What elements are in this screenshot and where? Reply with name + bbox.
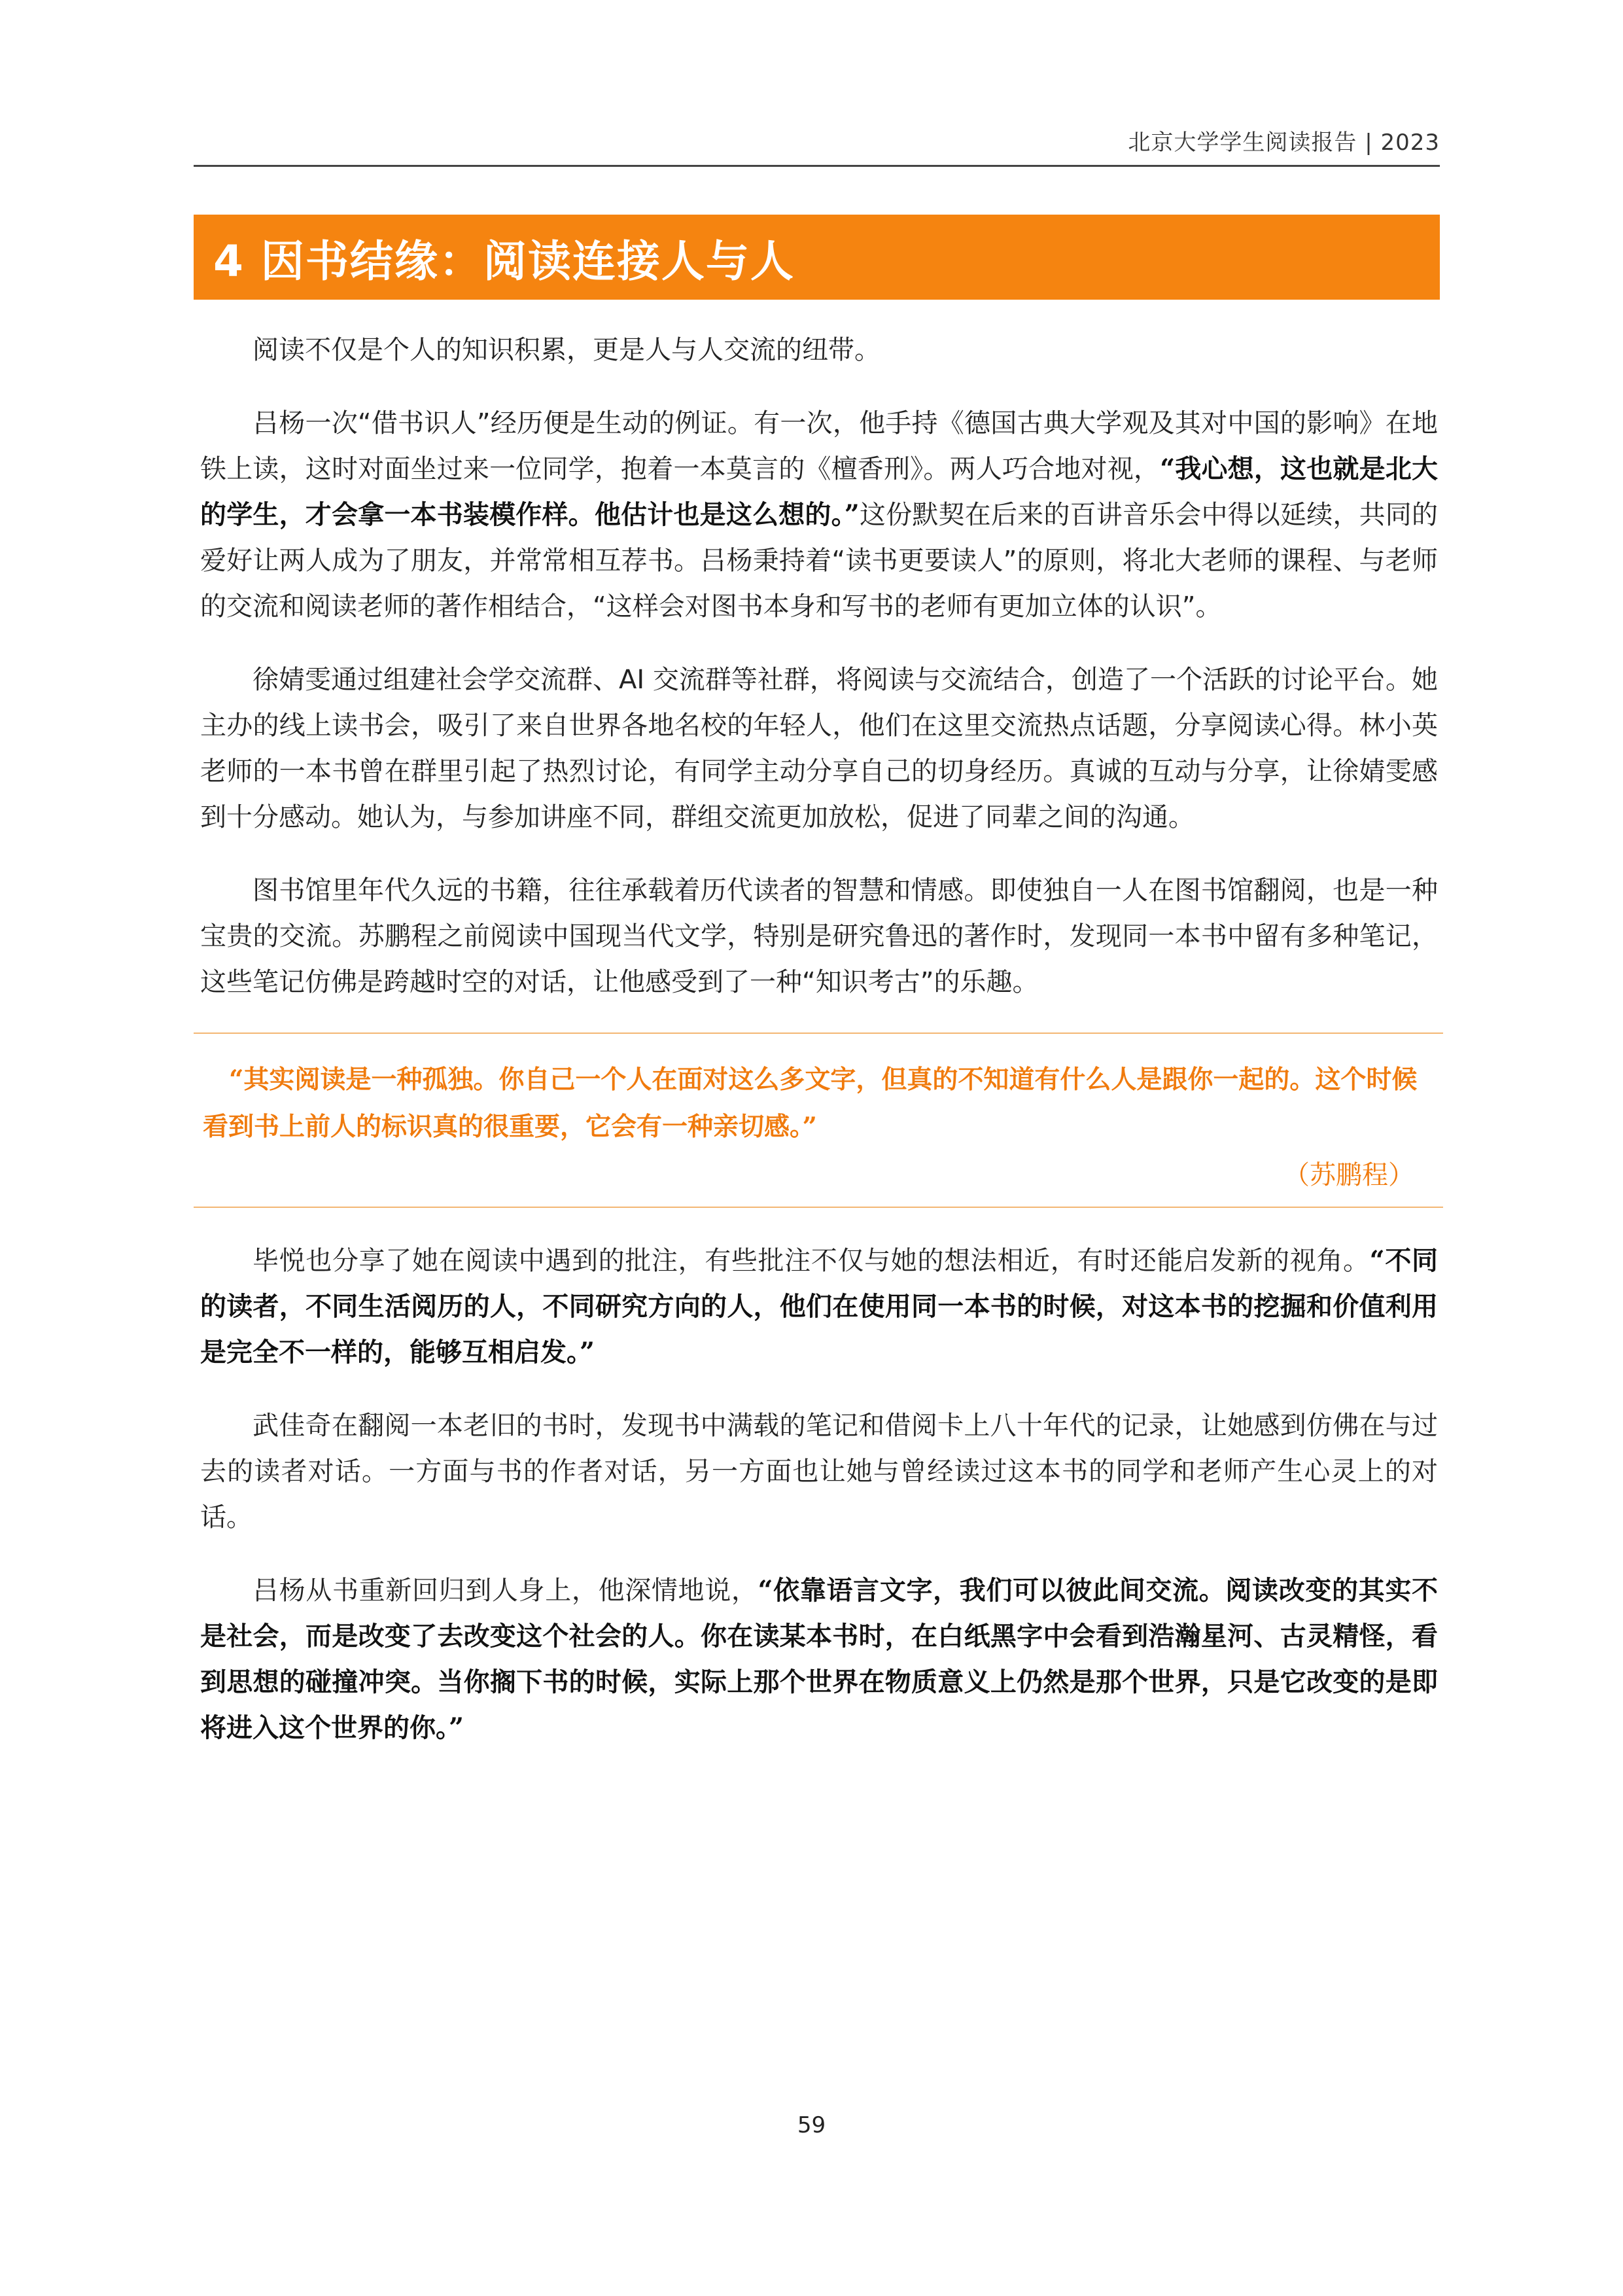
paragraph-bi-yue <box>200 1238 1438 1375</box>
paragraph-intro <box>200 327 1438 373</box>
paragraph-text: 徐婧雯通过组建社会学交流群、AI 交流群等社群，将阅读与交流结合，创造了一个活跃的讨论平台。她主办的线上读书会，吸引了来自世界各地名校的年轻人，他们在这里交流热点话题，分享阅读心得。林小英老师的一本书曾在群里引起了热烈讨论，有同学主动分享自己的切身经历。真诚的互动与分享，让徐婧雯感到十分感动。她认为，与参加讲座不同，群组交流更加放松，促进了同辈之间的沟通。 <box>200 665 1438 832</box>
section-title: 4 因书结缘：阅读连接人与人 <box>213 236 795 287</box>
bold-quote: “依靠语言文字，我们可以彼此间交流。阅读改变的其实不是社会，而是改变了去改变这个社会的人。你在读某本书时，在白纸黑字中会看到浩瀚星河、古灵精怪，看到思想的碰撞冲突。当你搁下书的时候，实际上那个世界在物质意义上仍然是那个世界，只是它改变的是即将进入这个世界的你。” <box>200 1575 1438 1743</box>
paragraph-text: 吕杨一次“借书识人”经历便是生动的例证。有一次，他手持《德国古典大学观及其对中国的影响》在地铁上读，这时对面坐过来一位同学，抱着一本莫言的《檀香刑》。两人巧合地对视， <box>200 408 1438 484</box>
paragraph-text: 阅读不仅是个人的知识积累，更是人与人交流的纽带。 <box>253 335 881 365</box>
paragraph-lv-yang-story <box>200 400 1438 629</box>
pull-quote-text: “其实阅读是一种孤独。你自己一个人在面对这么多文字，但真的不知道有什么人是跟你一起的。这个时候看到书上前人的标识真的很重要，它会有一种亲切感。” <box>203 1065 1418 1142</box>
bold-quote: “我心想，这也就是北大的学生，才会拿一本书装模作样。他估计也是这么想的。” <box>200 453 1438 530</box>
paragraph-wu-jiaqi <box>200 1403 1438 1540</box>
bold-quote: “不同的读者，不同生活阅历的人，不同研究方向的人，他们在使用同一本书的时候，对这本书的挖掘和价值利用是完全不一样的，能够互相启发。” <box>200 1245 1438 1368</box>
paragraph-lv-yang-closing <box>200 1568 1438 1751</box>
pull-quote-source: （苏鹏程） <box>1283 1160 1414 1190</box>
paragraph-text: 武佳奇在翻阅一本老旧的书时，发现书中满载的笔记和借阅卡上八十年代的记录，让她感到仿佛在与过去的读者对话。一方面与书的作者对话，另一方面也让她与曾经读过这本书的同学和老师产生心灵上的对话。 <box>200 1411 1438 1532</box>
paragraph-xu-jingwen <box>200 657 1438 840</box>
paragraph-text: 吕杨从书重新回归到人身上，他深情地说， <box>253 1576 758 1606</box>
running-header: 北京大学学生阅读报告 | 2023 <box>1128 130 1440 156</box>
section-banner <box>194 215 1440 300</box>
article-body <box>200 327 1438 1778</box>
page-number: 59 <box>797 2112 826 2138</box>
pull-quote <box>194 1033 1443 1208</box>
header-rule <box>194 165 1440 167</box>
paragraph-text: 毕悦也分享了她在阅读中遇到的批注，有些批注不仅与她的想法相近，有时还能启发新的视角。 <box>253 1246 1370 1276</box>
paragraph-library-books <box>200 868 1438 1005</box>
paragraph-text: 这份默契在后来的百讲音乐会中得以延续，共同的爱好让两人成为了朋友，并常常相互荐书。吕杨秉持着“读书更要读人”的原则，将北大老师的课程、与老师的交流和阅读老师的著作相结合，“这样会对图书本身和写书的老师有更加立体的认识”。 <box>200 500 1439 622</box>
paragraph-text: 图书馆里年代久远的书籍，往往承载着历代读者的智慧和情感。即使独自一人在图书馆翻阅，也是一种宝贵的交流。苏鹏程之前阅读中国现当代文学，特别是研究鲁迅的著作时，发现同一本书中留有多种笔记，这些笔记仿佛是跨越时空的对话，让他感受到了一种“知识考古”的乐趣。 <box>200 875 1438 997</box>
